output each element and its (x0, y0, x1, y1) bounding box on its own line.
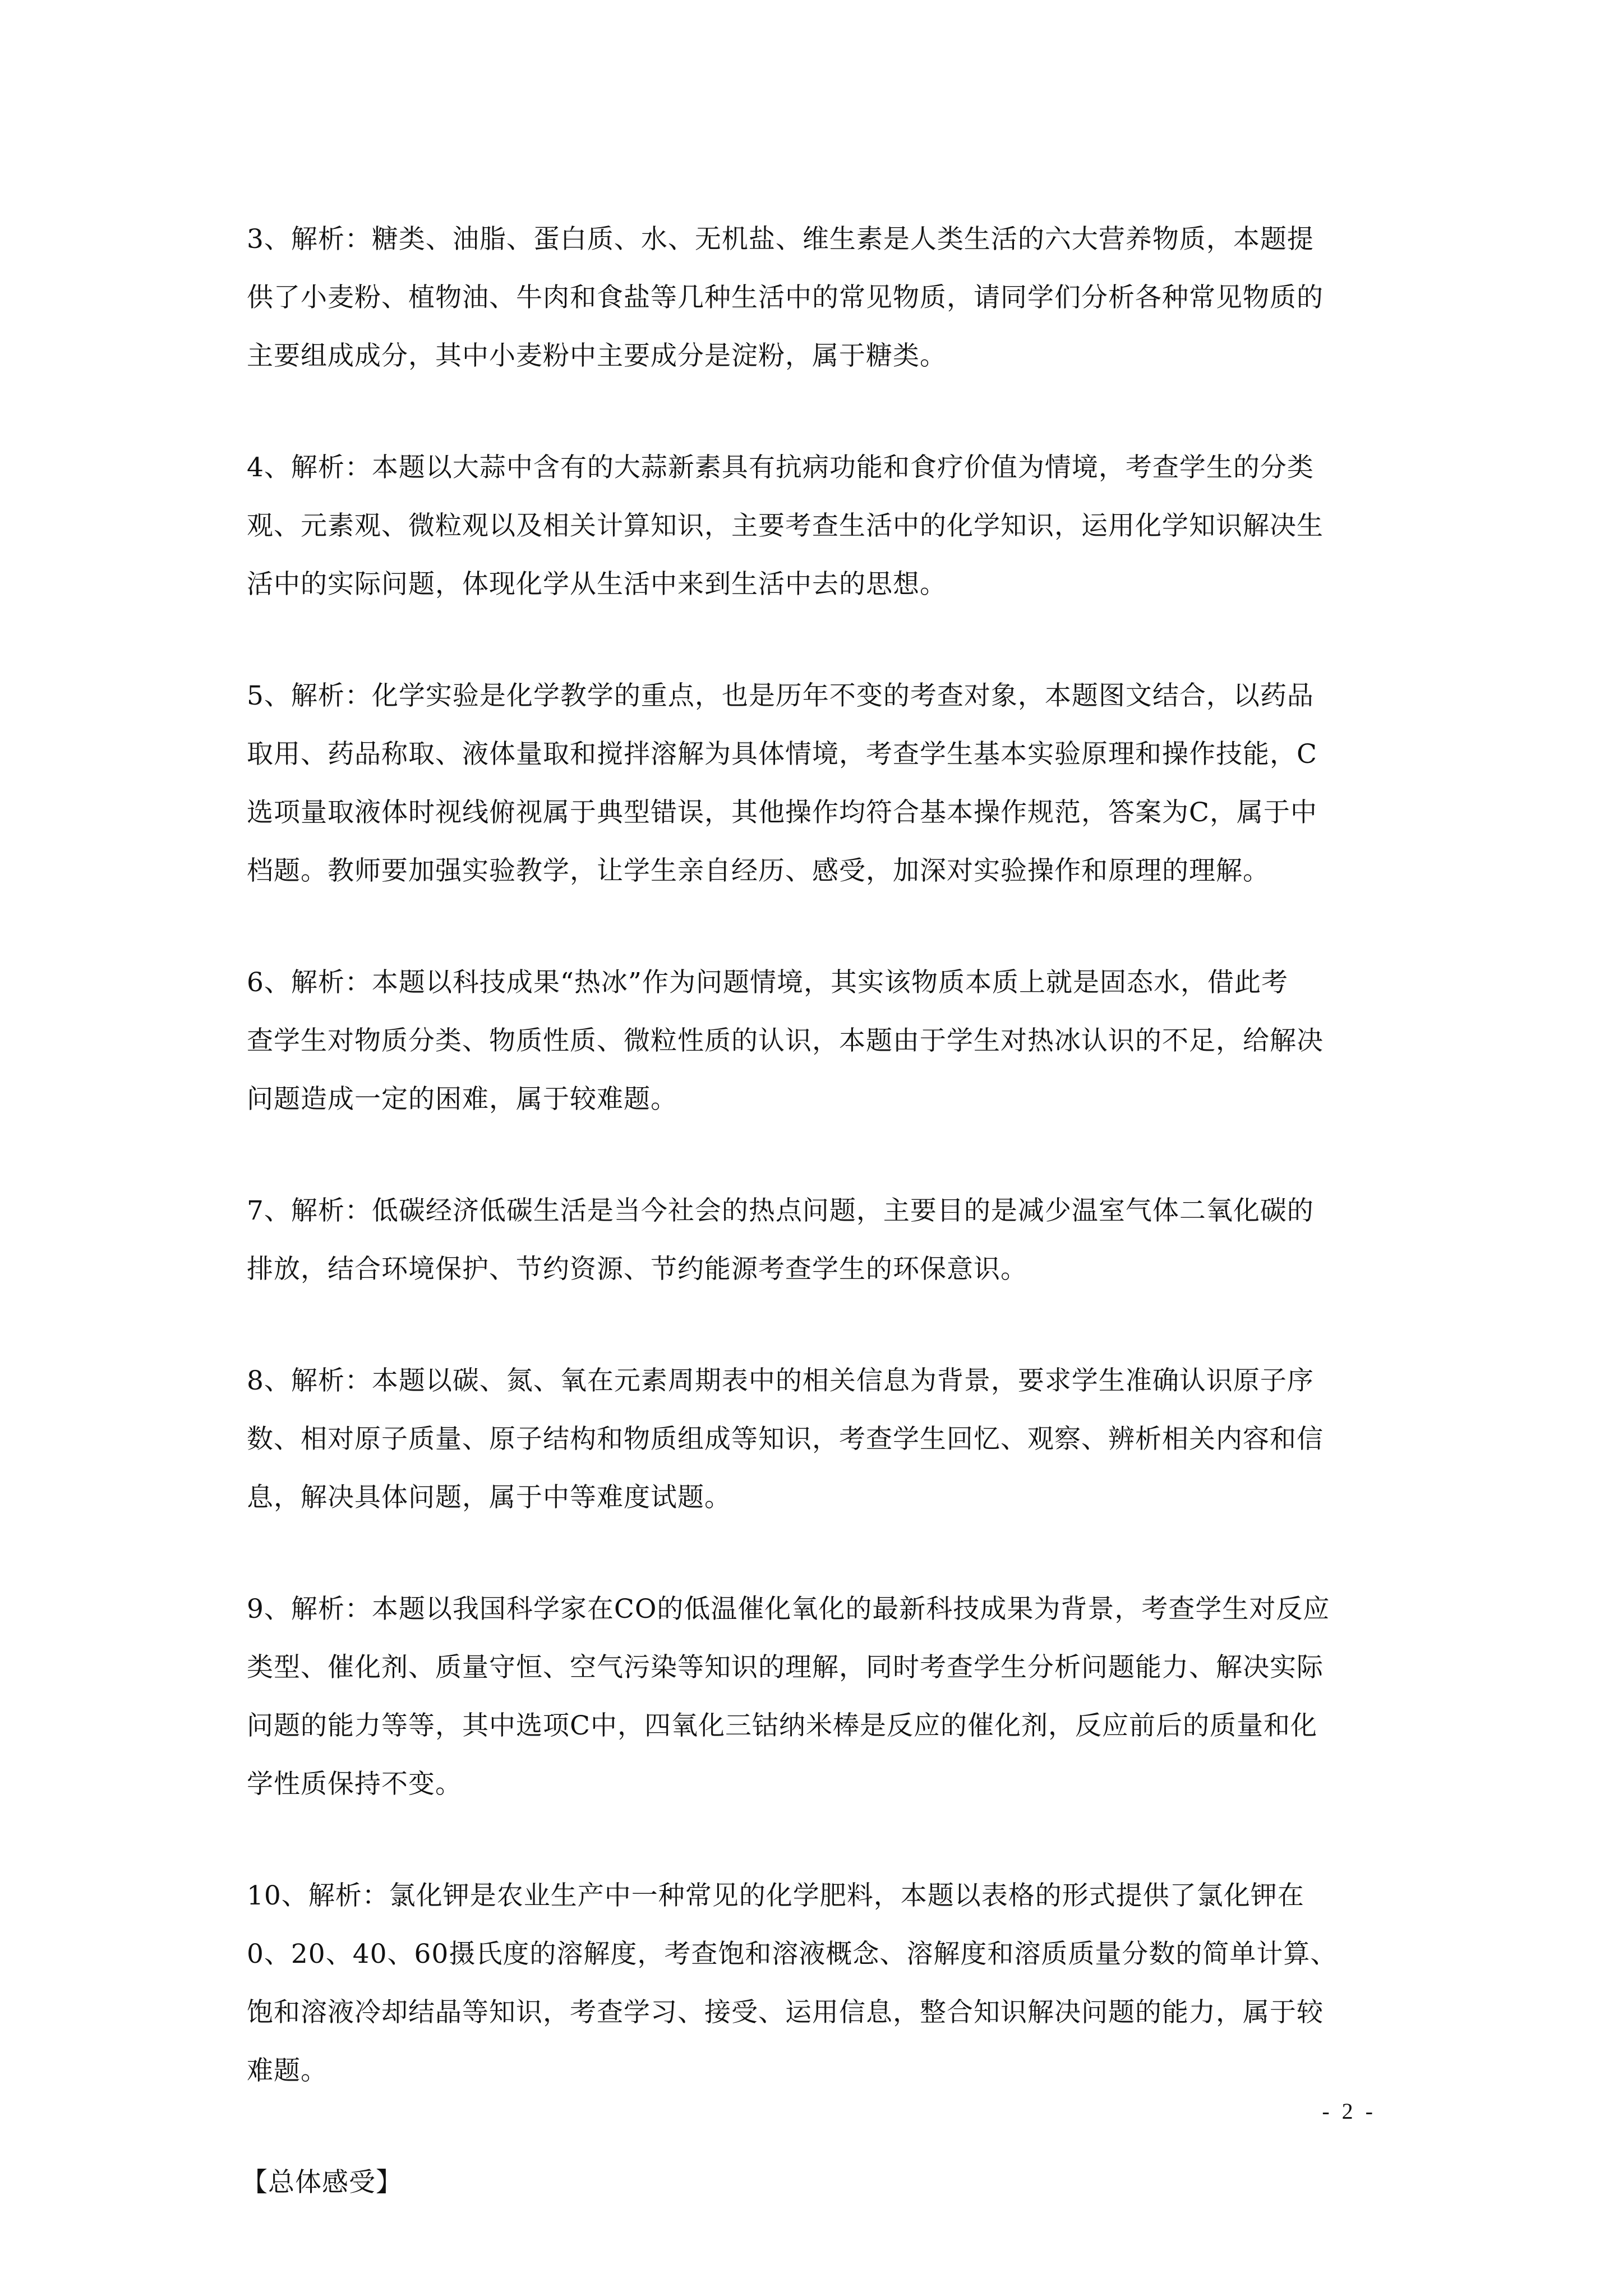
text-line: 5、解析：化学实验是化学教学的重点，也是历年不变的考查对象，本题图文结合，以药品 (247, 680, 1314, 711)
text-line: 取用、药品称取、液体量取和搅拌溶解为具体情境，考查学生基本实验原理和操作技能，C (247, 739, 1317, 770)
text-line: 供了小麦粉、植物油、牛肉和食盐等几种生活中的常见物质，请同学们分析各种常见物质的 (247, 282, 1324, 313)
text-line: 息，解决具体问题，属于中等难度试题。 (247, 1482, 731, 1513)
text-line: 10、解析：氯化钾是农业生产中一种常见的化学肥料，本题以表格的形式提供了氯化钾在 (247, 1880, 1304, 1911)
text-line: 数、相对原子质量、原子结构和物质组成等知识，考查学生回忆、观察、辨析相关内容和信 (247, 1424, 1324, 1455)
text-line: 查学生对物质分类、物质性质、微粒性质的认识，本题由于学生对热冰认识的不足，给解决 (247, 1025, 1324, 1056)
analysis-paragraph-8 (247, 1352, 1391, 1527)
text-line: 7、解析：低碳经济低碳生活是当今社会的热点问题，主要目的是减少温室气体二氧化碳的 (247, 1195, 1314, 1226)
text-line: 4、解析：本题以大蒜中含有的大蒜新素具有抗病功能和食疗价值为情境，考查学生的分类 (247, 452, 1314, 483)
document-body (241, 210, 1391, 2212)
page-number: - 2 - (1322, 2099, 1376, 2124)
analysis-paragraph-4 (247, 439, 1391, 614)
text-line: 难题。 (247, 2055, 328, 2086)
text-line: 问题的能力等等，其中选项C中，四氧化三钴纳米棒是反应的催化剂，反应前后的质量和化 (247, 1710, 1317, 1741)
section-heading: 【总体感受】 (241, 2167, 403, 2198)
text-line: 0、20、40、60摄氏度的溶解度，考查饱和溶液概念、溶解度和溶质质量分数的简单计算、 (247, 1939, 1338, 1970)
text-line: 类型、催化剂、质量守恒、空气污染等知识的理解，同时考查学生分析问题能力、解决实际 (247, 1652, 1324, 1683)
analysis-paragraph-5 (247, 667, 1391, 900)
text-line: 选项量取液体时视线俯视属于典型错误，其他操作均符合基本操作规范，答案为C，属于中 (247, 797, 1317, 828)
analysis-paragraph-6 (247, 954, 1391, 1129)
text-line: 主要组成成分，其中小麦粉中主要成分是淀粉，属于糖类。 (247, 341, 947, 371)
text-line: 排放，结合环境保护、节约资源、节约能源考查学生的环保意识。 (247, 1254, 1027, 1285)
text-line: 问题造成一定的困难，属于较难题。 (247, 1084, 677, 1115)
analysis-paragraph-9 (247, 1580, 1391, 1814)
analysis-paragraph-7 (247, 1182, 1391, 1299)
text-line: 3、解析：糖类、油脂、蛋白质、水、无机盐、维生素是人类生活的六大营养物质，本题提 (247, 224, 1314, 255)
text-line: 学性质保持不变。 (247, 1769, 462, 1800)
text-line: 活中的实际问题，体现化学从生活中来到生活中去的思想。 (247, 569, 947, 600)
analysis-paragraph-10 (247, 1867, 1391, 2100)
text-line: 9、解析：本题以我国科学家在CO的低温催化氧化的最新科技成果为背景，考查学生对反应 (247, 1594, 1330, 1625)
text-line: 档题。教师要加强实验教学，让学生亲自经历、感受，加深对实验操作和原理的理解。 (247, 855, 1270, 886)
text-line: 6、解析：本题以科技成果“热冰”作为问题情境，其实该物质本质上就是固态水，借此考 (247, 967, 1288, 998)
text-line: 观、元素观、微粒观以及相关计算知识，主要考查生活中的化学知识，运用化学知识解决生 (247, 510, 1324, 541)
text-line: 8、解析：本题以碳、氮、氧在元素周期表中的相关信息为背景，要求学生准确认识原子序 (247, 1365, 1314, 1396)
text-line: 饱和溶液冷却结晶等知识，考查学习、接受、运用信息，整合知识解决问题的能力，属于较 (247, 1997, 1324, 2028)
analysis-paragraph-3 (247, 210, 1391, 385)
